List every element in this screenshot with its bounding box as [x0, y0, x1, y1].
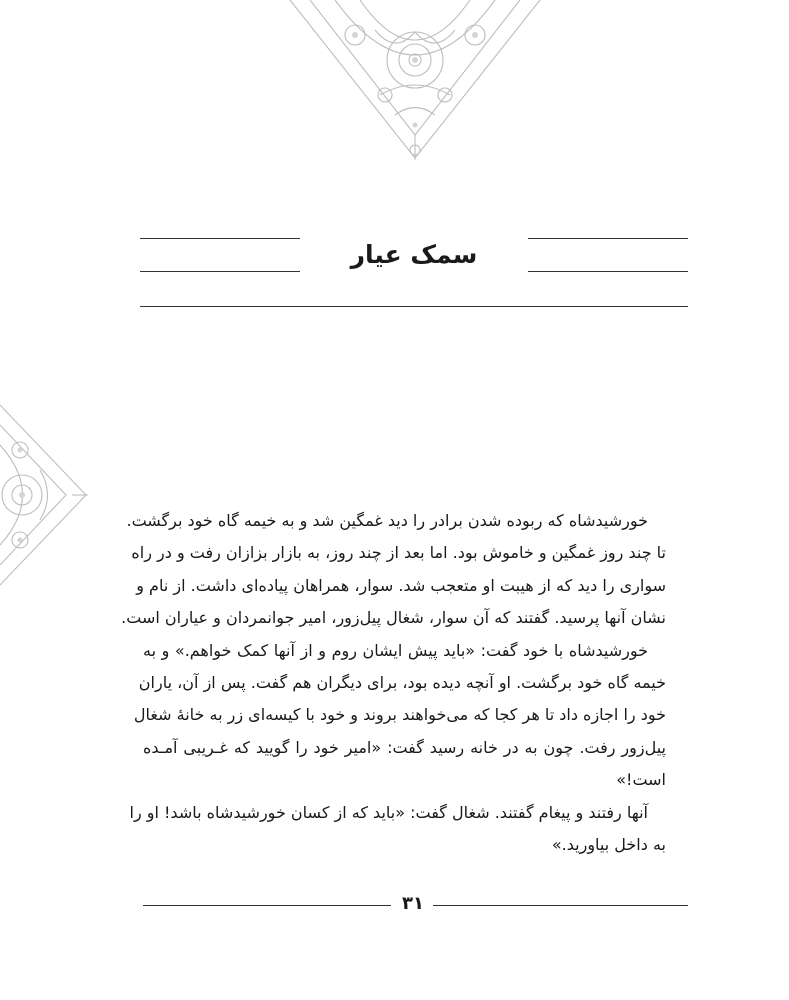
title-rule-bottom [140, 306, 688, 307]
body-text [121, 505, 666, 861]
text-line: پیل‌زور رفت. چون به در خانه رسید گفت: «امیر خود را گویید که غـریبی آمـده [143, 737, 666, 757]
decorative-ornament-left [0, 400, 90, 590]
text-line: آنها رفتند و پیغام گفتند. شغال گفت: «باید که از کسان خورشیدشاه باشد! او را [129, 802, 648, 822]
chapter-title: سمک عیار [300, 236, 528, 272]
text-line: است!» [616, 770, 666, 790]
page-footer [143, 895, 688, 915]
text-line: به داخل بیاورید.» [551, 834, 666, 854]
decorative-ornament-top [280, 0, 550, 170]
footer-rule-right [433, 905, 688, 906]
text-line: سواری را دید که از هیبت او متعجب شد. سوار، همراهان پیاده‌ای داشت. از نام و [136, 575, 666, 595]
text-line: خود را اجازه داد تا هر کجا که می‌خواهند بروند و خود با کیسه‌ای زر به خانهٔ شغال [133, 705, 666, 725]
text-line: خورشیدشاه با خود گفت: «باید پیش ایشان روم و از آنها کمک خواهم.» و به [143, 640, 648, 660]
text-line: تا چند روز غمگین و خاموش بود. اما بعد از چند روز، به بازار بزازان رفت و در راه [131, 543, 666, 563]
text-line: نشان آنها پرسید. گفتند که آن سوار، شغال پیل‌زور، امیر جوانمردان و عیاران است. [121, 608, 666, 628]
footer-rule-left [143, 905, 391, 906]
page-number: ۳۱ [402, 893, 424, 914]
text-line: خیمه گاه خود برگشت. او آنچه دیده بود، برای دیگران هم گفت. پس از آن، یاران [138, 672, 666, 692]
text-line: خورشیدشاه که ربوده شدن برادر را دید غمگین شد و به خیمه گاه خود برگشت. [126, 511, 648, 530]
